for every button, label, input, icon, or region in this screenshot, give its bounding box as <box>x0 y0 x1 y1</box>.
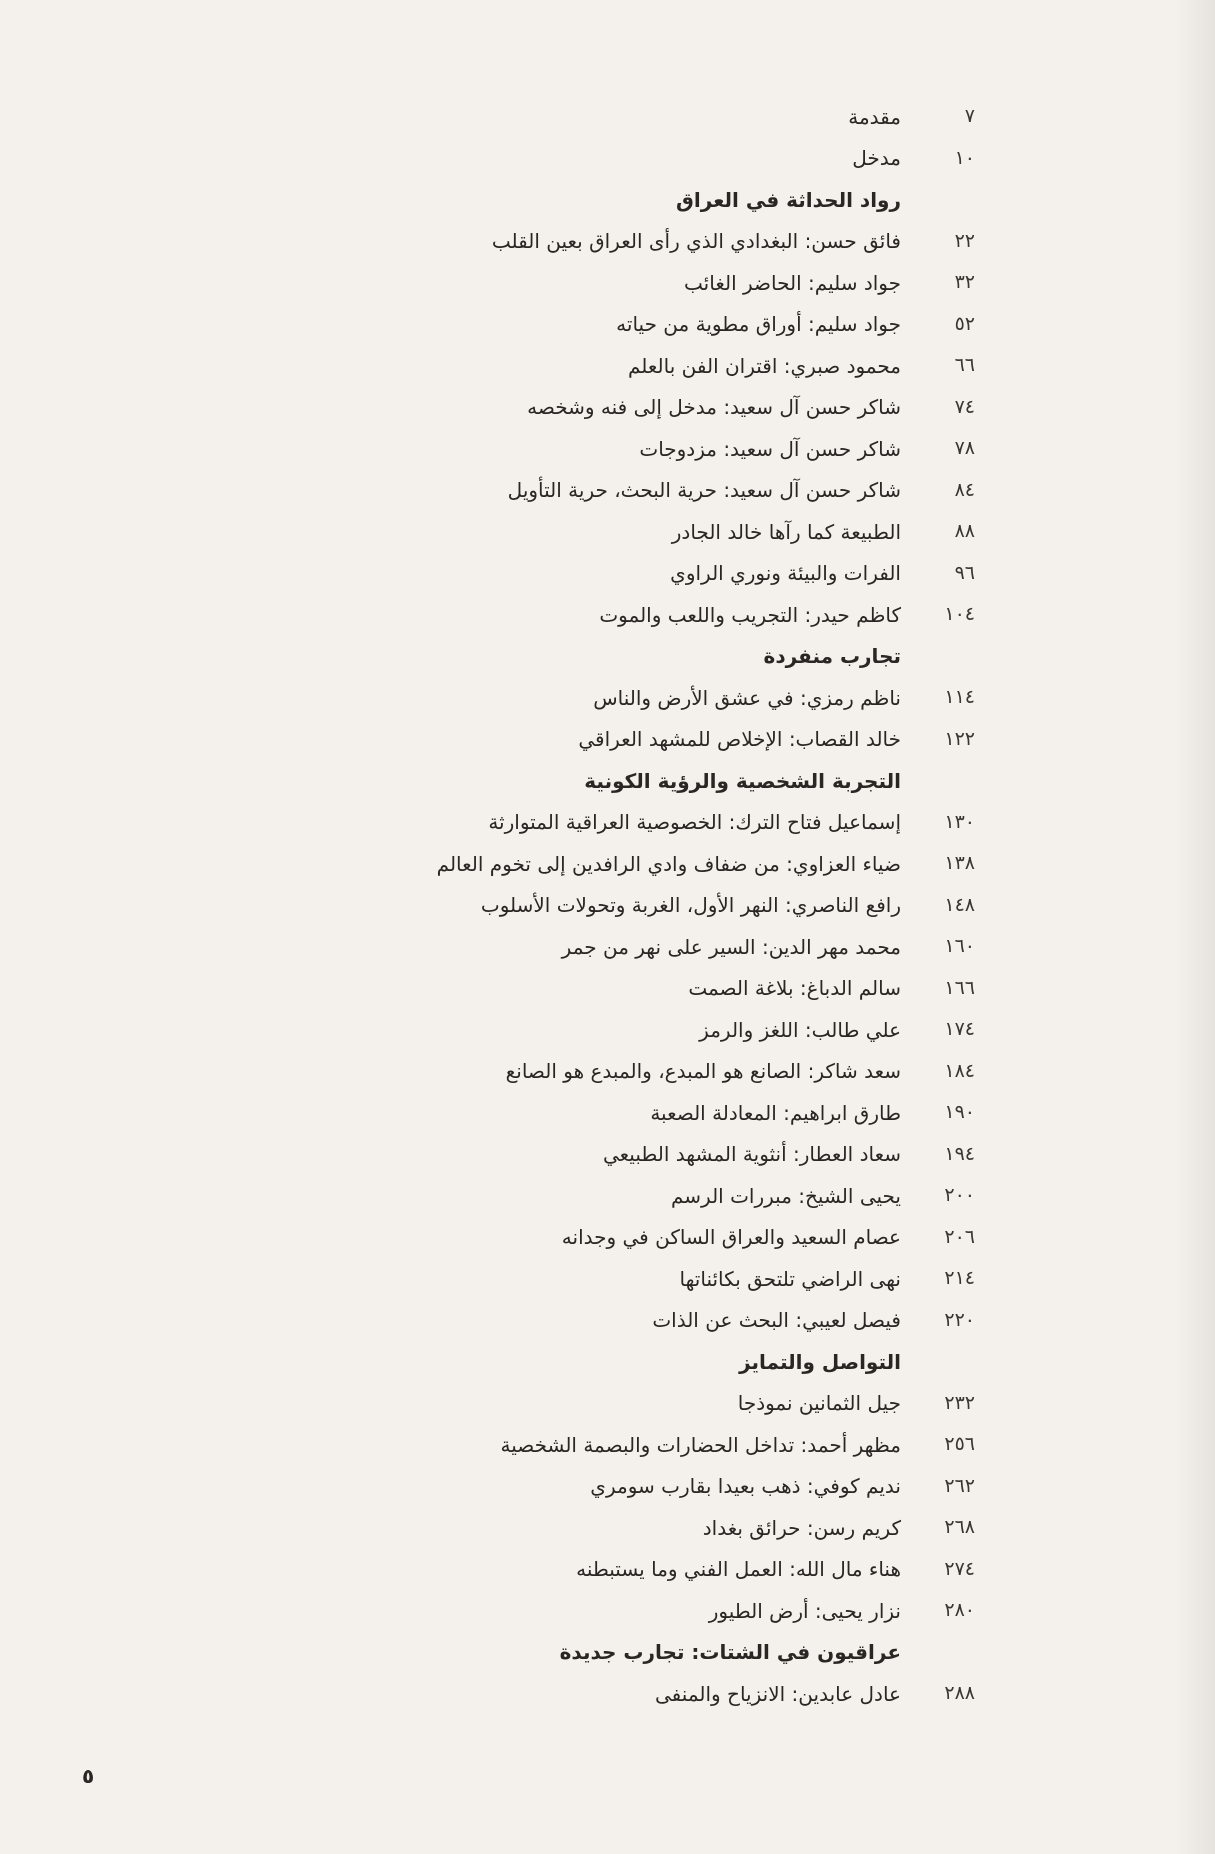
toc-page-number: ٢٨٠ <box>944 1599 975 1622</box>
toc-page-number: ١٠٤ <box>944 603 975 626</box>
toc-page-number: ٢٨٨ <box>944 1682 975 1705</box>
toc-page-number: ٢٦٢ <box>944 1474 975 1497</box>
toc-page-number: ١٢٢ <box>944 727 975 750</box>
toc-entry-title: خالد القصاب: الإخلاص للمشهد العراقي <box>578 727 901 752</box>
toc-entry <box>155 802 975 844</box>
toc-entry-title: كريم رسن: حرائق بغداد <box>702 1515 901 1540</box>
toc-entry-title: علي طالب: اللغز والرمز <box>699 1017 901 1042</box>
toc-entry <box>155 96 975 138</box>
toc-entry <box>155 1051 975 1093</box>
toc-entry <box>155 1590 975 1632</box>
toc-page-number: ٢٣٢ <box>944 1391 975 1414</box>
toc-section-title: التواصل والتمايز <box>739 1349 901 1374</box>
toc-page-number: ٢٢ <box>954 229 975 252</box>
toc-entry-title: شاكر حسن آل سعيد: مدخل إلى فنه وشخصه <box>527 395 901 420</box>
toc-page-number: ٢١٤ <box>944 1267 975 1290</box>
toc-entry-title: الطبيعة كما رآها خالد الجادر <box>671 519 901 544</box>
toc-page-number: ١٣٨ <box>944 852 975 875</box>
toc-page-number: ٧٨ <box>954 437 975 460</box>
toc-page-number: ١١٤ <box>944 686 975 709</box>
toc-entry <box>155 262 975 304</box>
toc-entry-title: عادل عابدين: الانزياح والمنفى <box>655 1681 901 1706</box>
toc-entry-title: نهى الراضي تلتحق بكائناتها <box>679 1266 901 1291</box>
toc-page-number: ٢٠٠ <box>944 1184 975 1207</box>
toc-section-heading <box>155 1632 975 1674</box>
toc-entry-title: محمود صبري: اقتران الفن بالعلم <box>627 353 901 378</box>
toc-entry-title: جيل الثمانين نموذجا <box>737 1391 901 1416</box>
toc-page-number: ١٧٤ <box>944 1018 975 1041</box>
toc-entry <box>155 1507 975 1549</box>
page-number: ٥ <box>82 1764 95 1788</box>
toc-entry-title: فيصل لعيبي: البحث عن الذات <box>652 1308 901 1333</box>
toc-page-number: ١٦٦ <box>944 976 975 999</box>
toc-entry <box>155 968 975 1010</box>
toc-entry <box>155 138 975 180</box>
toc-entry <box>155 304 975 346</box>
toc-entry-title: كاظم حيدر: التجريب واللعب والموت <box>599 602 901 627</box>
toc-entry <box>155 1424 975 1466</box>
toc-entry <box>155 553 975 595</box>
toc-section-title: تجارب منفردة <box>763 644 901 669</box>
toc-page-number: ٢٦٨ <box>944 1516 975 1539</box>
toc-section-heading <box>155 760 975 802</box>
toc-page-number: ٦٦ <box>954 354 975 377</box>
toc-entry-title: محمد مهر الدين: السير على نهر من جمر <box>561 934 901 959</box>
toc-page-number: ٢٢٠ <box>944 1308 975 1331</box>
toc-page-number: ٢٥٦ <box>944 1433 975 1456</box>
toc-entry-title: نديم كوفي: ذهب بعيدا بقارب سومري <box>590 1474 901 1499</box>
toc-page-number: ٥٢ <box>954 312 975 335</box>
toc-entry <box>155 511 975 553</box>
toc-entry-title: ضياء العزاوي: من ضفاف وادي الرافدين إلى تخوم العالم <box>436 851 901 876</box>
toc-entry-title: سعد شاكر: الصانع هو المبدع، والمبدع هو الصانع <box>505 1059 901 1084</box>
toc-entry-title: سعاد العطار: أنثوية المشهد الطبيعي <box>602 1142 901 1167</box>
toc-page-number: ٢٠٦ <box>944 1225 975 1248</box>
toc-entry-title: مظهر أحمد: تداخل الحضارات والبصمة الشخصية <box>500 1432 901 1457</box>
toc-entry-title: سالم الدباغ: بلاغة الصمت <box>688 976 901 1001</box>
toc-entry-title: شاكر حسن آل سعيد: مزدوجات <box>639 436 901 461</box>
toc-entry-title: جواد سليم: أوراق مطوية من حياته <box>616 312 901 337</box>
toc-section-heading <box>155 179 975 221</box>
page-edge-shadow <box>1175 0 1215 1854</box>
toc-entry-title: جواد سليم: الحاضر الغائب <box>684 270 901 295</box>
toc-page-number: ٨٤ <box>954 478 975 501</box>
toc-entry <box>155 1300 975 1342</box>
toc-page-number: ١٠ <box>954 146 975 169</box>
toc-entry <box>155 1383 975 1425</box>
toc-entry <box>155 1217 975 1259</box>
toc-entry-title: ناظم رمزي: في عشق الأرض والناس <box>593 685 901 710</box>
toc-page-number: ١٤٨ <box>944 893 975 916</box>
toc-entry-title: شاكر حسن آل سعيد: حرية البحث، حرية التأويل <box>507 478 901 503</box>
toc-page-number: ١٦٠ <box>944 935 975 958</box>
toc-entry-title: مقدمة <box>848 104 901 129</box>
toc-entry <box>155 594 975 636</box>
toc-entry-title: مدخل <box>852 146 901 171</box>
toc-entry <box>155 1134 975 1176</box>
toc-page-number: ٢٧٤ <box>944 1557 975 1580</box>
toc-entry <box>155 1092 975 1134</box>
toc-entry <box>155 345 975 387</box>
toc-section-title: رواد الحداثة في العراق <box>676 187 901 212</box>
toc-entry-title: يحيى الشيخ: مبررات الرسم <box>670 1183 901 1208</box>
toc-page-number: ٧ <box>964 105 975 128</box>
toc-entry <box>155 1466 975 1508</box>
toc-entry <box>155 843 975 885</box>
toc-entry <box>155 470 975 512</box>
toc-section-heading <box>155 636 975 678</box>
toc-entry <box>155 719 975 761</box>
toc-entry-title: فائق حسن: البغدادي الذي رأى العراق بعين القلب <box>491 229 901 254</box>
toc-entry-title: الفرات والبيئة ونوري الراوي <box>670 561 901 586</box>
toc-page-number: ١٨٤ <box>944 1059 975 1082</box>
toc-section-heading <box>155 1341 975 1383</box>
toc-entry <box>155 1009 975 1051</box>
toc-section-title: عراقيون في الشتات: تجارب جديدة <box>559 1640 901 1665</box>
toc-page-number: ٣٢ <box>954 271 975 294</box>
toc-section-title: التجربة الشخصية والرؤية الكونية <box>584 768 901 793</box>
toc-page-number: ١٩٤ <box>944 1142 975 1165</box>
toc-page-number: ٩٦ <box>954 561 975 584</box>
toc-entry <box>155 1175 975 1217</box>
toc-page-number: ١٩٠ <box>944 1101 975 1124</box>
toc-entry <box>155 428 975 470</box>
toc-entry <box>155 1258 975 1300</box>
toc-entry-title: نزار يحيى: أرض الطيور <box>708 1598 901 1623</box>
toc-entry-title: طارق ابراهيم: المعادلة الصعبة <box>650 1100 901 1125</box>
toc-entry <box>155 387 975 429</box>
toc-entry <box>155 1549 975 1591</box>
toc-page-number: ٧٤ <box>954 395 975 418</box>
toc-entry <box>155 885 975 927</box>
toc-entry <box>155 677 975 719</box>
toc-entry <box>155 926 975 968</box>
toc-entry-title: هناء مال الله: العمل الفني وما يستبطنه <box>576 1557 901 1582</box>
table-of-contents <box>155 96 975 1715</box>
toc-entry-title: عصام السعيد والعراق الساكن في وجدانه <box>561 1225 901 1250</box>
toc-entry-title: رافع الناصري: النهر الأول، الغربة وتحولات الأسلوب <box>480 893 901 918</box>
toc-entry <box>155 1673 975 1715</box>
toc-page-number: ٨٨ <box>954 520 975 543</box>
toc-entry-title: إسماعيل فتاح الترك: الخصوصية العراقية المتوارثة <box>488 810 901 835</box>
toc-page-number: ١٣٠ <box>944 810 975 833</box>
toc-entry <box>155 221 975 263</box>
